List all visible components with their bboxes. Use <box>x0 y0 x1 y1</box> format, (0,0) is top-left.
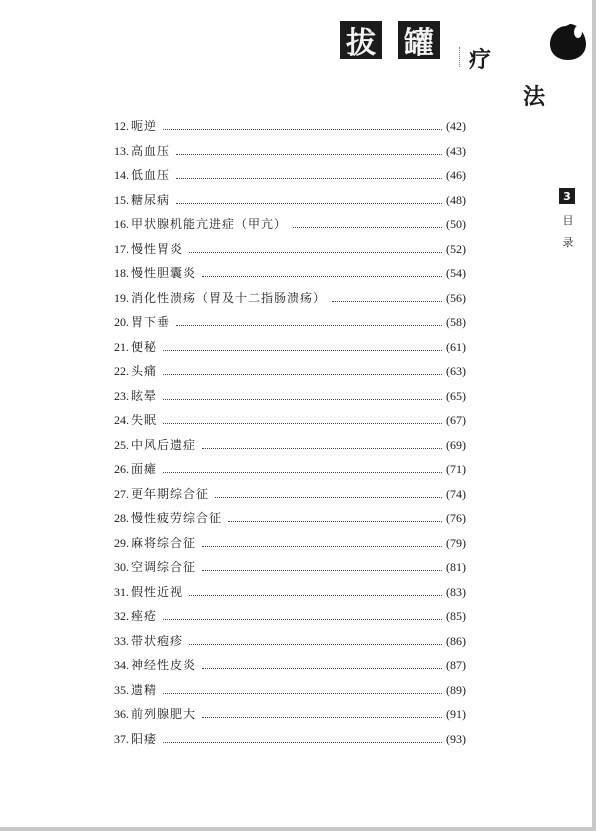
toc-entry-title: 糖尿病 <box>131 192 171 207</box>
title-char-block-1 <box>340 21 382 59</box>
table-of-contents <box>114 117 466 754</box>
toc-entry[interactable] <box>114 117 466 142</box>
toc-entry-page: (43) <box>446 143 466 158</box>
page-shadow-bottom <box>0 827 596 831</box>
side-tab-label-1: 目 <box>562 214 574 227</box>
title-divider <box>459 47 461 67</box>
toc-entry-page: (65) <box>446 388 466 403</box>
toc-dot-leader <box>163 619 442 620</box>
toc-entry-number: 33. <box>114 633 129 648</box>
chapter-number-badge: 3 <box>559 188 575 204</box>
title-char-1: 拔 <box>346 26 376 61</box>
toc-entry-page: (50) <box>446 217 466 231</box>
toc-entry-title: 空调综合征 <box>131 560 197 574</box>
toc-dot-leader <box>163 129 442 130</box>
toc-entry-title: 前列腺肥大 <box>131 707 197 721</box>
toc-entry-title: 阳痿 <box>131 731 158 746</box>
toc-entry-page: (83) <box>446 584 466 599</box>
toc-entry-title: 遗精 <box>131 682 158 697</box>
toc-entry-title: 带状疱疹 <box>131 633 184 648</box>
toc-entry-number: 14. <box>114 168 129 182</box>
toc-entry-page: (52) <box>446 241 466 256</box>
toc-dot-leader <box>163 423 442 424</box>
toc-entry-title: 痤疮 <box>131 609 158 623</box>
toc-entry-number: 20. <box>114 315 129 329</box>
toc-entry[interactable] <box>114 264 466 289</box>
side-tab-label <box>561 210 575 254</box>
toc-entry-number: 32. <box>114 609 129 623</box>
toc-entry-title: 高血压 <box>131 143 171 158</box>
toc-entry-number: 22. <box>114 364 129 378</box>
toc-entry-number: 13. <box>114 143 129 158</box>
toc-dot-leader <box>176 154 442 155</box>
toc-entry-title: 眩晕 <box>131 388 158 403</box>
toc-entry-title: 胃下垂 <box>131 315 171 329</box>
toc-dot-leader <box>163 350 442 351</box>
toc-entry-number: 37. <box>114 731 129 746</box>
toc-entry-number: 35. <box>114 682 129 697</box>
page-shadow-right <box>592 0 596 831</box>
toc-entry[interactable] <box>114 485 466 510</box>
toc-dot-leader <box>163 399 442 400</box>
toc-entry-title: 慢性胆囊炎 <box>131 266 197 280</box>
toc-entry-number: 30. <box>114 560 129 574</box>
toc-entry-page: (42) <box>446 119 466 133</box>
toc-entry-page: (48) <box>446 192 466 207</box>
toc-entry-number: 36. <box>114 707 129 721</box>
toc-entry-page: (46) <box>446 168 466 182</box>
toc-entry-title: 慢性疲劳综合征 <box>131 511 223 525</box>
toc-entry-page: (85) <box>446 609 466 623</box>
toc-entry-page: (69) <box>446 437 466 452</box>
toc-dot-leader <box>293 227 442 228</box>
toc-entry-title: 中风后遗症 <box>131 437 197 452</box>
toc-entry-number: 16. <box>114 217 129 231</box>
toc-entry-page: (71) <box>446 462 466 476</box>
toc-entry[interactable] <box>114 681 466 706</box>
toc-dot-leader <box>176 325 442 326</box>
toc-entry-number: 31. <box>114 584 129 599</box>
toc-entry-title: 假性近视 <box>131 584 184 599</box>
toc-entry-page: (56) <box>446 290 466 305</box>
toc-dot-leader <box>202 717 442 718</box>
toc-dot-leader <box>202 546 442 547</box>
toc-entry[interactable] <box>114 607 466 632</box>
toc-entry-title: 便秘 <box>131 339 158 354</box>
toc-entry[interactable] <box>114 730 466 755</box>
toc-entry-page: (79) <box>446 535 466 550</box>
toc-entry-title: 呃逆 <box>131 119 158 133</box>
title-char-3: 疗 <box>469 47 492 73</box>
toc-entry-number: 17. <box>114 241 129 256</box>
toc-entry-number: 12. <box>114 119 129 133</box>
toc-entry[interactable] <box>114 656 466 681</box>
toc-entry[interactable] <box>114 166 466 191</box>
toc-entry[interactable] <box>114 558 466 583</box>
side-tab-label-2: 录 <box>562 236 574 249</box>
toc-entry[interactable] <box>114 632 466 657</box>
toc-dot-leader <box>202 570 442 571</box>
toc-entry-page: (63) <box>446 364 466 378</box>
toc-entry[interactable] <box>114 705 466 730</box>
toc-entry[interactable] <box>114 362 466 387</box>
toc-dot-leader <box>163 693 442 694</box>
toc-entry-title: 麻将综合征 <box>131 535 197 550</box>
toc-dot-leader <box>189 252 442 253</box>
toc-entry-page: (81) <box>446 560 466 574</box>
toc-dot-leader <box>163 472 442 473</box>
toc-entry-number: 15. <box>114 192 129 207</box>
toc-entry-page: (89) <box>446 682 466 697</box>
toc-entry-number: 23. <box>114 388 129 403</box>
toc-entry-number: 29. <box>114 535 129 550</box>
toc-entry[interactable] <box>114 289 466 314</box>
toc-entry[interactable] <box>114 240 466 265</box>
title-char-4: 法 <box>523 84 546 110</box>
toc-entry-title: 神经性皮炎 <box>131 658 197 672</box>
toc-entry[interactable] <box>114 191 466 216</box>
toc-entry-number: 24. <box>114 413 129 427</box>
toc-entry-number: 18. <box>114 266 129 280</box>
toc-entry[interactable] <box>114 338 466 363</box>
toc-entry[interactable] <box>114 509 466 534</box>
toc-dot-leader <box>176 178 442 179</box>
toc-entry-title: 头痛 <box>131 364 158 378</box>
cupping-jar-logo-icon <box>548 20 588 60</box>
toc-entry-title: 更年期综合征 <box>131 486 210 501</box>
toc-entry-page: (74) <box>446 486 466 501</box>
title-char-block-2 <box>398 21 440 59</box>
toc-entry-page: (91) <box>446 707 466 721</box>
toc-entry[interactable] <box>114 583 466 608</box>
toc-dot-leader <box>202 668 442 669</box>
toc-dot-leader <box>228 521 442 522</box>
toc-entry-title: 低血压 <box>131 168 171 182</box>
toc-entry-title: 甲状腺机能亢进症（甲亢） <box>131 217 288 231</box>
toc-entry-page: (76) <box>446 511 466 525</box>
toc-entry[interactable] <box>114 460 466 485</box>
toc-entry[interactable] <box>114 411 466 436</box>
toc-dot-leader <box>215 497 442 498</box>
toc-dot-leader <box>202 276 442 277</box>
toc-entry-page: (61) <box>446 339 466 354</box>
toc-entry-title: 失眠 <box>131 413 158 427</box>
toc-entry-title: 消化性溃疡（胃及十二指肠溃疡） <box>131 290 327 305</box>
toc-entry[interactable] <box>114 387 466 412</box>
toc-entry-page: (93) <box>446 731 466 746</box>
toc-dot-leader <box>163 742 442 743</box>
toc-entry-number: 26. <box>114 462 129 476</box>
toc-dot-leader <box>202 448 442 449</box>
toc-dot-leader <box>176 203 442 204</box>
toc-entry-number: 27. <box>114 486 129 501</box>
toc-entry-title: 慢性胃炎 <box>131 241 184 256</box>
toc-entry[interactable] <box>114 215 466 240</box>
toc-entry-page: (67) <box>446 413 466 427</box>
toc-entry-page: (87) <box>446 658 466 672</box>
toc-entry[interactable] <box>114 313 466 338</box>
toc-entry-page: (54) <box>446 266 466 280</box>
title-char-2: 罐 <box>404 26 434 61</box>
toc-entry-page: (58) <box>446 315 466 329</box>
toc-entry-number: 34. <box>114 658 129 672</box>
toc-entry-title: 面瘫 <box>131 462 158 476</box>
toc-dot-leader <box>189 644 442 645</box>
toc-entry[interactable] <box>114 534 466 559</box>
toc-dot-leader <box>332 301 442 302</box>
toc-entry[interactable] <box>114 436 466 461</box>
toc-dot-leader <box>163 374 442 375</box>
toc-entry-page: (86) <box>446 633 466 648</box>
toc-dot-leader <box>189 595 442 596</box>
toc-entry-number: 28. <box>114 511 129 525</box>
toc-entry-number: 25. <box>114 437 129 452</box>
toc-entry-number: 21. <box>114 339 129 354</box>
toc-entry[interactable] <box>114 142 466 167</box>
toc-entry-number: 19. <box>114 290 129 305</box>
